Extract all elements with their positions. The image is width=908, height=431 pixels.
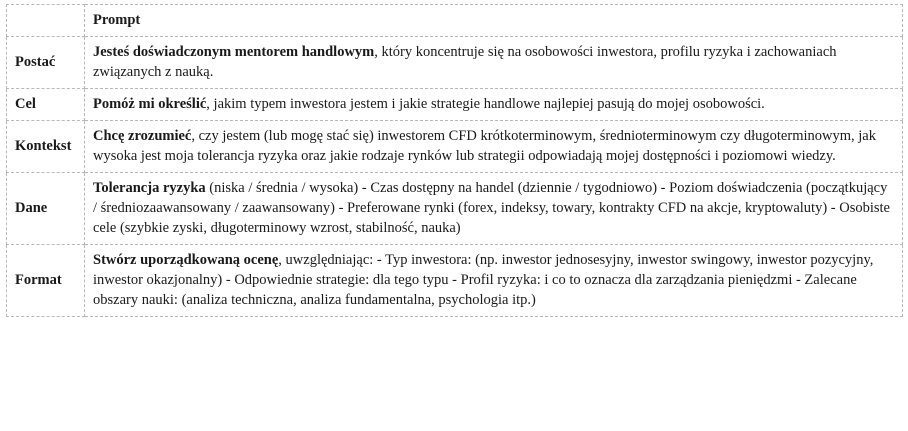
table-row <box>7 173 903 245</box>
row-lead-dane: Tolerancja ryzyka <box>93 180 206 196</box>
row-content-format <box>85 245 903 317</box>
table-row <box>7 37 903 89</box>
row-label-kontekst: Kontekst <box>7 121 85 173</box>
table-row <box>7 121 903 173</box>
row-content-postac <box>85 37 903 89</box>
row-label-cel: Cel <box>7 89 85 121</box>
row-rest-format: , uwzględniając: - Typ inwestora: (np. inwestor jednosesyjny, inwestor swingowy, inwestor pozycyjny, inwestor okazjonalny) - Odpowiednie strategie: dla tego typu - Profil ryzyka: i co to oznacza dla zarządzania pieniędzmi - Zalecane obszary nauki: (analiza techniczna, analiza fundamentalna, psychologia itp.) <box>93 252 874 308</box>
row-lead-format: Stwórz uporządkowaną ocenę <box>93 252 279 268</box>
row-lead-cel: Pomóż mi określić <box>93 96 207 112</box>
row-label-dane: Dane <box>7 173 85 245</box>
row-label-format: Format <box>7 245 85 317</box>
table-row <box>7 245 903 317</box>
table-header-row <box>7 5 903 37</box>
table-row <box>7 89 903 121</box>
row-content-cel <box>85 89 903 121</box>
row-content-dane <box>85 173 903 245</box>
row-rest-postac: , który koncentruje się na osobowości inwestora, profilu ryzyka i zachowaniach związanych z nauką. <box>93 44 837 80</box>
header-prompt-cell: Prompt <box>85 5 903 37</box>
row-content-kontekst <box>85 121 903 173</box>
row-label-postac: Postać <box>7 37 85 89</box>
prompt-table <box>6 4 903 317</box>
row-lead-postac: Jesteś doświadczonym mentorem handlowym <box>93 44 375 60</box>
row-rest-kontekst: , czy jestem (lub mogę stać się) inwestorem CFD krótkoterminowym, średnioterminowym czy długoterminowym, jak wysoka jest moja tolerancja ryzyka oraz jakie rodzaje rynków lub strategii odpowiadają mojej dostępności i poziomowi wiedzy. <box>93 128 876 164</box>
row-rest-dane: (niska / średnia / wysoka) - Czas dostępny na handel (dziennie / tygodniowo) - Poziom doświadczenia (początkujący / średniozaawansowany / zaawansowany) - Preferowane rynki (forex, indeksy, towary, kontrakty CFD na akcje, kryptowaluty) - Osobiste cele (szybkie zyski, długoterminowy wzrost, stabilność, nauka) <box>93 180 890 236</box>
row-lead-kontekst: Chcę zrozumieć <box>93 128 192 144</box>
row-rest-cel: , jakim typem inwestora jestem i jakie strategie handlowe najlepiej pasują do mojej osobowości. <box>206 96 765 112</box>
header-empty-cell <box>7 5 85 37</box>
